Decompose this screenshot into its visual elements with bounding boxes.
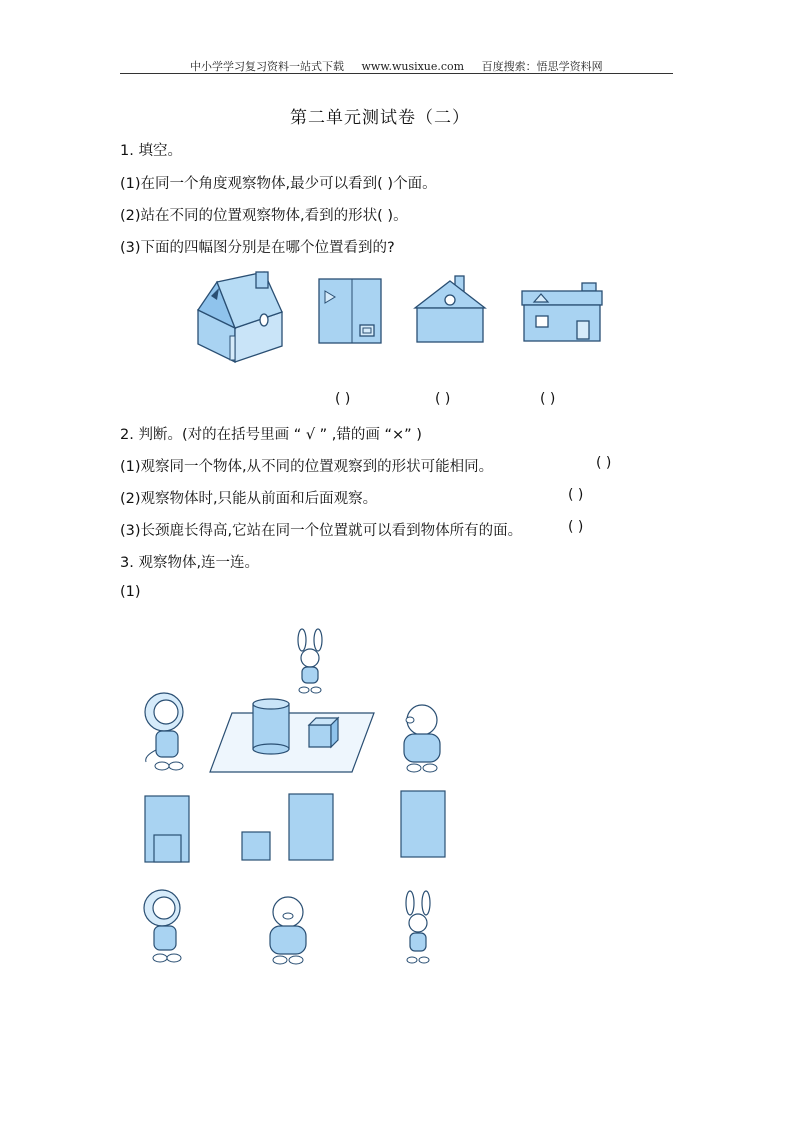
view-shape-4-image (400, 790, 446, 858)
q3-sub1: (1) (120, 584, 141, 600)
q1-heading: 1. 填空。 (120, 143, 182, 159)
q2-item2: (2)观察物体时,只能从前面和后面观察。 (120, 491, 378, 507)
lion-bottom-image (136, 888, 188, 966)
view-shape-3-image (288, 793, 334, 861)
q2-blank-3[interactable]: ( ) (568, 519, 584, 535)
q1-blank-1[interactable]: ( ) (335, 391, 351, 407)
q2-item3: (3)长颈鹿长得高,它站在同一个位置就可以看到物体所有的面。 (120, 523, 523, 539)
house-3d-image (190, 270, 290, 365)
q2-heading: 2. 判断。(对的在括号里画 “ √ ” ,错的画 “×” ) (120, 427, 422, 443)
house-side-view-image (318, 278, 382, 344)
header-site-name: 中小学学习复习资料一站式下载 (190, 60, 344, 73)
q1-blank-3[interactable]: ( ) (540, 391, 556, 407)
pig-right-image (398, 700, 448, 774)
header-search-hint: 百度搜索：悟思学资料网 (481, 60, 603, 73)
rabbit-top-image (290, 628, 330, 696)
page-title: 第二单元测试卷（二） (290, 108, 470, 128)
q2-blank-2[interactable]: ( ) (568, 487, 584, 503)
q1-blank-2[interactable]: ( ) (435, 391, 451, 407)
q1-item3: (3)下面的四幅图分别是在哪个位置看到的? (120, 240, 395, 256)
house-front-view-image (413, 276, 487, 344)
q2-blank-1[interactable]: ( ) (596, 455, 612, 471)
table-with-objects-image (210, 698, 376, 774)
lion-left-image (138, 690, 190, 772)
header-url[interactable]: www.wusixue.com (361, 60, 465, 73)
q1-item2: (2)站在不同的位置观察物体,看到的形状( )。 (120, 208, 408, 224)
pig-bottom-image (264, 894, 312, 966)
q1-item1: (1)在同一个角度观察物体,最少可以看到( )个面。 (120, 176, 437, 192)
header-rule (120, 73, 673, 74)
house-long-view-image (520, 283, 604, 343)
q2-item1: (1)观察同一个物体,从不同的位置观察到的形状可能相同。 (120, 459, 494, 475)
view-shape-1-image (144, 795, 190, 863)
q3-heading: 3. 观察物体,连一连。 (120, 555, 260, 571)
rabbit-bottom-image (398, 890, 438, 968)
view-shape-2-image (241, 831, 271, 861)
page-header (190, 58, 617, 74)
